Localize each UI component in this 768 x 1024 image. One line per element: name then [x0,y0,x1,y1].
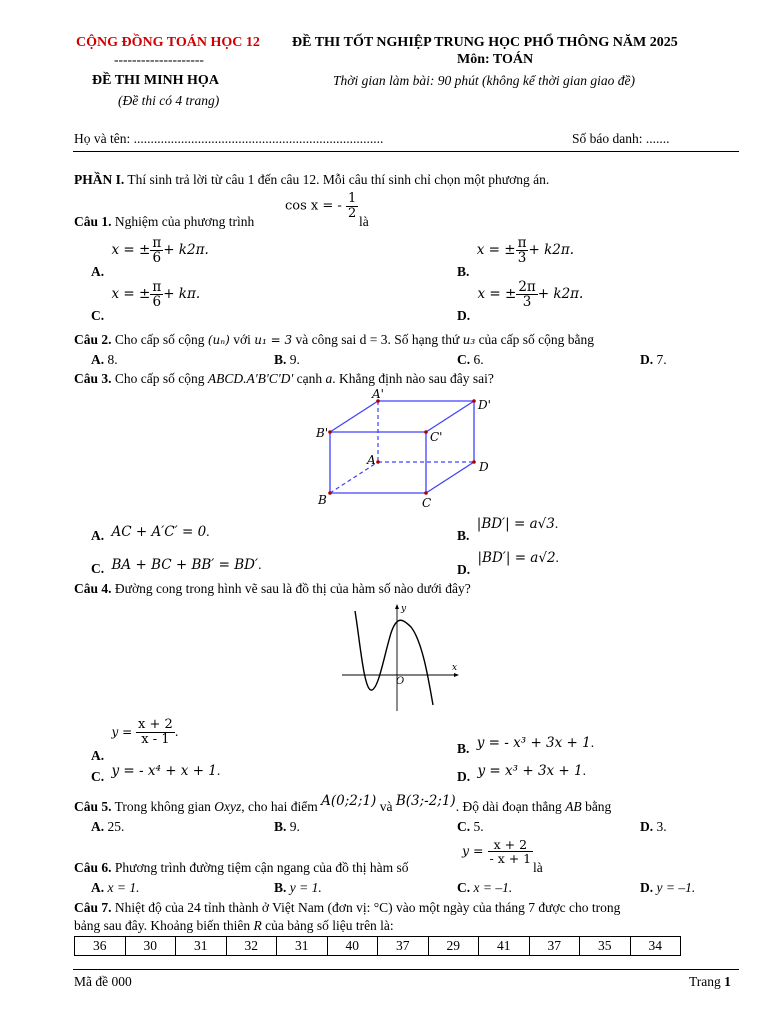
q1-a-num: π [152,235,162,251]
q3-cube-figure [310,388,500,510]
part1-instruction [74,172,549,188]
q4-a-pre: y = [111,724,133,739]
q3-option-b[interactable]: B. |BD′| = a√3. [457,516,559,543]
q6-c-letter: C. [457,880,471,895]
sample-exam-label: ĐỀ THI MINH HỌA [92,73,219,88]
q3-text-1: Cho cấp số cộng [114,371,205,386]
q2-option-d[interactable] [640,352,667,368]
table-cell: 40 [327,937,378,956]
subject-label: Môn: TOÁN [457,52,534,67]
q5-point-b: B(3;-2;1) [395,793,456,809]
q4-c-expr: y = - x⁴ + x + 1 [111,763,217,779]
q1-option-a-letter: A. [91,264,105,280]
q1-d-num: 2π [518,279,536,295]
q1-option-c[interactable]: C. x = ± $\frac{\pi}{6}$ + kπ. [91,279,201,324]
q7-line1: Nhiệt độ của 24 tỉnh thành ở Việt Nam (đơn vị: °C) vào một ngày của tháng 7 được cho trong [114,900,621,915]
q4-curve [355,611,433,705]
q2-u1: u₁ = 3 [254,333,293,347]
q3-stem [74,371,494,387]
q5-oxyz: Oxyz [214,799,242,814]
time-note: Thời gian làm bài: 90 phút (không kể thời gian giao đề) [333,73,636,88]
q2-option-a[interactable] [91,352,118,368]
org-name: CỘNG ĐỒNG TOÁN HỌC 12 [76,35,260,50]
q1-a-post: + k2π [163,242,205,259]
table-cell: 35 [580,937,631,956]
q6-den: - x + 1 [489,851,532,867]
q1-c-pre: x = ± [111,286,151,303]
q1-eq-fraction [346,192,358,220]
q6-d-value: y = –1. [656,880,696,895]
q3-b-expr: |BD′| = a√3 [476,516,555,532]
q6-stem [74,860,409,876]
q1-label: Câu 1. [74,214,112,229]
q4-a-den: x - 1 [141,731,170,747]
q5-c-letter: C. [457,819,471,834]
page-indicator [689,974,731,990]
q6-b-letter: B. [274,880,287,895]
q2-seq: (uₙ) [207,333,230,347]
name-field: Họ và tên: .......................................................................... [74,131,384,146]
q4-stem [74,581,471,597]
q2-stem [74,332,594,348]
candidate-id-field: Số báo danh: ....... [572,131,670,146]
q5-c-value: 5. [473,819,484,834]
q1-b-post: + k2π [528,242,570,259]
header-rule [73,151,739,152]
q1-eq-lhs: cos x = - [285,198,342,214]
q2-c-value: 6. [473,352,484,367]
q5-text-5: bằng [585,799,612,814]
part1-text: Thí sinh trả lời từ câu 1 đến câu 12. Mỗi câu thí sinh chỉ chọn một phương án. [127,172,550,187]
q4-d-letter: D. [457,769,471,784]
q4-option-d[interactable]: D. y = x³ + 3x + 1. [457,763,587,784]
q4-option-c[interactable]: C. y = - x⁴ + x + 1. [91,763,221,784]
q2-d-letter: D. [640,352,654,367]
q4-axis-y-label: y [401,604,407,614]
q2-text-4: của cấp số cộng bằng [478,332,595,347]
q6-label: Câu 6. [74,860,112,875]
q5-text-1: Trong không gian [114,799,211,814]
q5-option-a[interactable] [91,819,124,835]
q4-c-letter: C. [91,769,105,784]
q5-ab: AB [565,799,582,814]
q1-eq-den: 2 [347,205,357,221]
q6-option-d[interactable] [640,880,695,896]
q1-b-pre: x = ± [476,242,516,259]
table-row [75,937,681,956]
q2-text-1: Cho cấp số cộng [114,332,205,347]
q5-a-value: 25. [107,819,125,834]
q2-label: Câu 2. [74,332,112,347]
q6-tail: là [533,860,543,875]
q6-num: x + 2 [488,838,534,852]
table-cell: 36 [75,937,126,956]
header-dashes: -------------------- [114,52,204,67]
table-cell: 31 [176,937,227,956]
q6-option-c[interactable] [457,880,512,896]
cube-label-d1: D' [478,398,491,412]
q6-a-letter: A. [91,880,105,895]
page-label: Trang [689,974,721,989]
q2-b-letter: B. [274,352,287,367]
q3-d-letter: D. [457,562,471,577]
q6-a-value: x = 1. [107,880,140,895]
q6-text: Phương trình đường tiệm cận ngang của đồ thị hàm số [114,860,409,875]
q2-option-c[interactable] [457,352,484,368]
q3-a: a [325,371,333,386]
q3-option-c[interactable]: C. BA + BC + BB′ = BD′. [91,557,262,576]
q7-r: R [253,918,262,933]
cube-label-c1: C' [430,430,443,444]
q3-c-letter: C. [91,561,105,576]
cube-label-b: B [318,493,327,507]
q3-c-expr: BA + BC + BB′ = BD′ [111,557,259,573]
cube-label-d: D [479,460,489,474]
q1-c-num: π [152,279,162,295]
q6-option-a[interactable] [91,880,139,896]
q1-eq-num: 1 [347,191,357,206]
table-cell: 37 [529,937,580,956]
q7-line2b: của bảng số liệu trên là: [265,918,394,933]
table-cell: 31 [277,937,328,956]
q5-option-c[interactable] [457,819,484,835]
q1-stem [74,214,254,230]
q6-b-value: y = 1. [289,880,322,895]
q2-option-b[interactable] [274,352,300,368]
q2-text-2: với [233,332,251,347]
q1-d-den: 3 [522,294,532,311]
q3-a-letter: A. [91,528,105,543]
q6-function [462,838,533,865]
table-cell: 41 [479,937,530,956]
q5-option-b[interactable] [274,819,300,835]
q1-option-d-letter: D. [457,308,471,324]
q2-c-letter: C. [457,352,471,367]
q2-text-3: và công sai d = 3. Số hạng thứ [295,332,460,347]
table-cell: 34 [630,937,681,956]
q1-text: Nghiệm của phương trình [114,214,255,229]
q2-d-value: 7. [656,352,667,367]
part1-label: PHẦN I. [74,172,125,187]
pages-note: (Đề thi có 4 trang) [118,93,220,108]
table-cell: 30 [125,937,176,956]
q7-label: Câu 7. [74,900,112,915]
q2-a-letter: A. [91,352,105,367]
q1-a-pre: x = ± [111,242,151,259]
q5-b-letter: B. [274,819,287,834]
q3-shape: ABCD.A'B'C'D' [207,371,294,386]
q1-c-den: 6 [152,294,162,311]
q4-origin-label: O [396,676,405,687]
table-cell: 37 [378,937,429,956]
q5-point-a: A(0;2;1) [321,793,377,809]
q2-b-value: 9. [289,352,300,367]
q5-d-value: 3. [656,819,667,834]
q5-d-letter: D. [640,819,654,834]
q5-label: Câu 5. [74,799,112,814]
q1-option-b-letter: B. [457,264,470,280]
q4-a-letter: A. [91,747,105,763]
q6-pre: y = [462,843,484,859]
q1-a-den: 6 [152,250,162,267]
q1-tail: là [359,214,369,229]
q1-option-b[interactable]: B. x = ± $\frac{\pi}{3}$ + k2π. [457,235,575,280]
q1-option-d[interactable]: D. x = ± $\frac{2\pi}{3}$ + k2π. [457,279,584,324]
cube-label-c: C [422,496,432,510]
q7-stem-line2 [74,918,394,934]
q3-b-letter: B. [457,528,470,543]
q3-text-2: cạnh [296,371,323,386]
q4-b-expr: y = - x³ + 3x + 1 [476,735,591,751]
q4-option-a[interactable]: A. y = $\frac{x + 2}{x - 1}$ . [91,717,179,763]
q6-option-b[interactable] [274,880,322,896]
table-cell: 29 [428,937,479,956]
q3-label: Câu 3. [74,371,112,386]
q5-stem [74,793,612,815]
q2-a-value: 8. [107,352,118,367]
q7-temperature-table [74,936,681,956]
q1-equation [285,192,358,220]
q5-b-value: 9. [289,819,300,834]
exam-code: Mã đề 000 [74,974,132,989]
q5-text-3: và [379,799,393,814]
q2-u3: u₃ [462,333,476,347]
q1-option-a[interactable]: A. x = ± $\frac{\pi}{6}$ + k2π. [91,235,209,280]
q6-d-letter: D. [640,880,654,895]
q4-b-letter: B. [457,741,470,756]
q3-d-expr: |BD′| = a√2 [477,550,556,566]
q4-graph [338,601,464,713]
q1-d-post: + k2π [537,286,580,303]
q4-option-b[interactable]: B. y = - x³ + 3x + 1. [457,735,595,756]
q1-b-den: 3 [517,250,527,267]
q4-label: Câu 4. [74,581,112,596]
table-cell: 32 [226,937,277,956]
q5-a-letter: A. [91,819,105,834]
q7-line2a: bảng sau đây. Khoảng biến thiên [74,918,251,933]
cube-label-a: A [367,453,376,467]
q4-a-num: x + 2 [137,717,173,732]
q5-option-d[interactable] [640,819,667,835]
q5-text-4: . Độ dài đoạn thẳng [455,799,562,814]
footer-rule [73,969,739,970]
q4-d-expr: y = x³ + 3x + 1 [477,763,583,779]
q3-option-d[interactable]: D. |BD′| = a√2. [457,550,559,577]
exam-title: ĐỀ THI TỐT NGHIỆP TRUNG HỌC PHỔ THÔNG NĂM 2025 [292,35,678,50]
q1-c-post: + kπ [163,286,196,303]
cube-label-a1: A' [372,388,384,401]
page-number: 1 [724,974,731,989]
q6-c-value: x = –1. [473,880,513,895]
q1-b-num: π [517,235,527,251]
q1-d-pre: x = ± [477,286,517,303]
q4-axis-x-label: x [452,663,458,673]
q3-a-expr: AC + A′C′ = 0 [111,524,207,540]
q3-text-3: . Khẳng định nào sau đây sai? [332,371,494,386]
q1-option-c-letter: C. [91,308,105,324]
q7-stem-line1 [74,900,620,916]
cube-label-b1: B' [316,426,329,440]
q4-text: Đường cong trong hình vẽ sau là đồ thị của hàm số nào dưới đây? [114,581,471,596]
q3-option-a[interactable]: A. AC + A′C′ = 0. [91,524,210,543]
q5-text-2: , cho hai điểm [241,799,318,814]
